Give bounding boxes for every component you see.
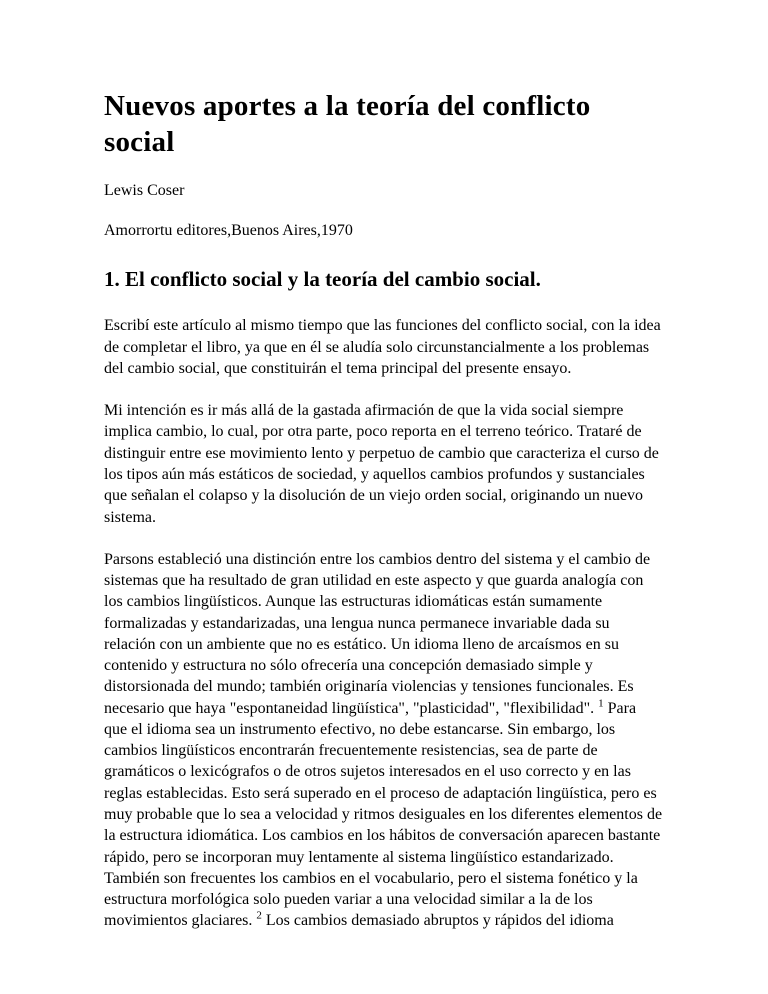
document-title: Nuevos aportes a la teoría del conflicto social — [104, 90, 591, 159]
section-heading: 1. El conflicto social y la teoría del cambio social. — [104, 267, 541, 292]
footnote-ref-2: 2 — [256, 909, 262, 922]
paragraph-2: Mi intención es ir más allá de la gastada afirmación de que la vida social siempre implica cambio, lo cual, por otra parte, poco reporta en el terreno teórico. Trataré de distinguir entre ese movimiento lento y perpetuo de cambio que caracteriza el curso de los tipos aún más estáticos de sociedad, y aquellos cambios profundos y sustanciales que señalan el colapso y la disolución de un viejo orden social, originando un nuevo sistema. — [104, 402, 659, 526]
paragraph-3-text-b: Para que el idioma sea un instrumento efectivo, no debe estancarse. Sin embargo, los cambios lingüísticos encontrarán frecuentemente resistencias, sea de parte de gramáticos o lexicógrafos o de otros sujetos interesados en el uso correcto y en las reglas establecidas. Esto será superado en el proceso de adaptación lingüística, pero es muy probable que lo sea a velocidad y ritmos desiguales en los diferentes elementos de la estructura idiomática. Los cambios en los hábitos de conversación aparecen bastante rápido, pero se incorporan muy lentamente al sistema lingüístico estandarizado. También son frecuentes los cambios en el vocabulario, pero el sistema fonético y la estructura morfológica solo pueden variar a una velocidad similar a la de los movimientos glaciares. — [104, 699, 663, 930]
paragraph-1: Escribí este artículo al mismo tiempo que las funciones del conflicto social, con la idea de completar el libro, ya que en él se aludía solo circunstancialmente a los problemas del cambio social, que constituirán el tema principal del presente ensayo. — [104, 317, 661, 377]
paragraph-3 — [104, 549, 663, 932]
paragraph-3-text-a: Parsons estableció una distinción entre los cambios dentro del sistema y el cambio de sistemas que ha resultado de gran utilidad en este aspecto y que guarda analogía con los cambios lingüísticos. Aunque las estructuras idiomáticas están sumamente formalizadas y estandarizadas, una lengua nunca permanece invariable dada su relación con un ambiente que no es estático. Un idioma lleno de arcaísmos en su contenido y estructura no sólo ofrecería una concepción demasiado simple y distorsionada del mundo; también originaría violencias y tensiones funcionales. Es necesario que haya "espontaneidad lingüística", "plasticidad", "flexibilidad". — [104, 550, 651, 717]
footnote-ref-1: 1 — [598, 697, 604, 710]
paragraph-3-text-c: Los cambios demasiado abruptos y rápidos del idioma — [261, 912, 614, 930]
author-line: Lewis Coser — [104, 181, 185, 199]
imprint-line: Amorrortu editores,Buenos Aires,1970 — [104, 222, 353, 240]
